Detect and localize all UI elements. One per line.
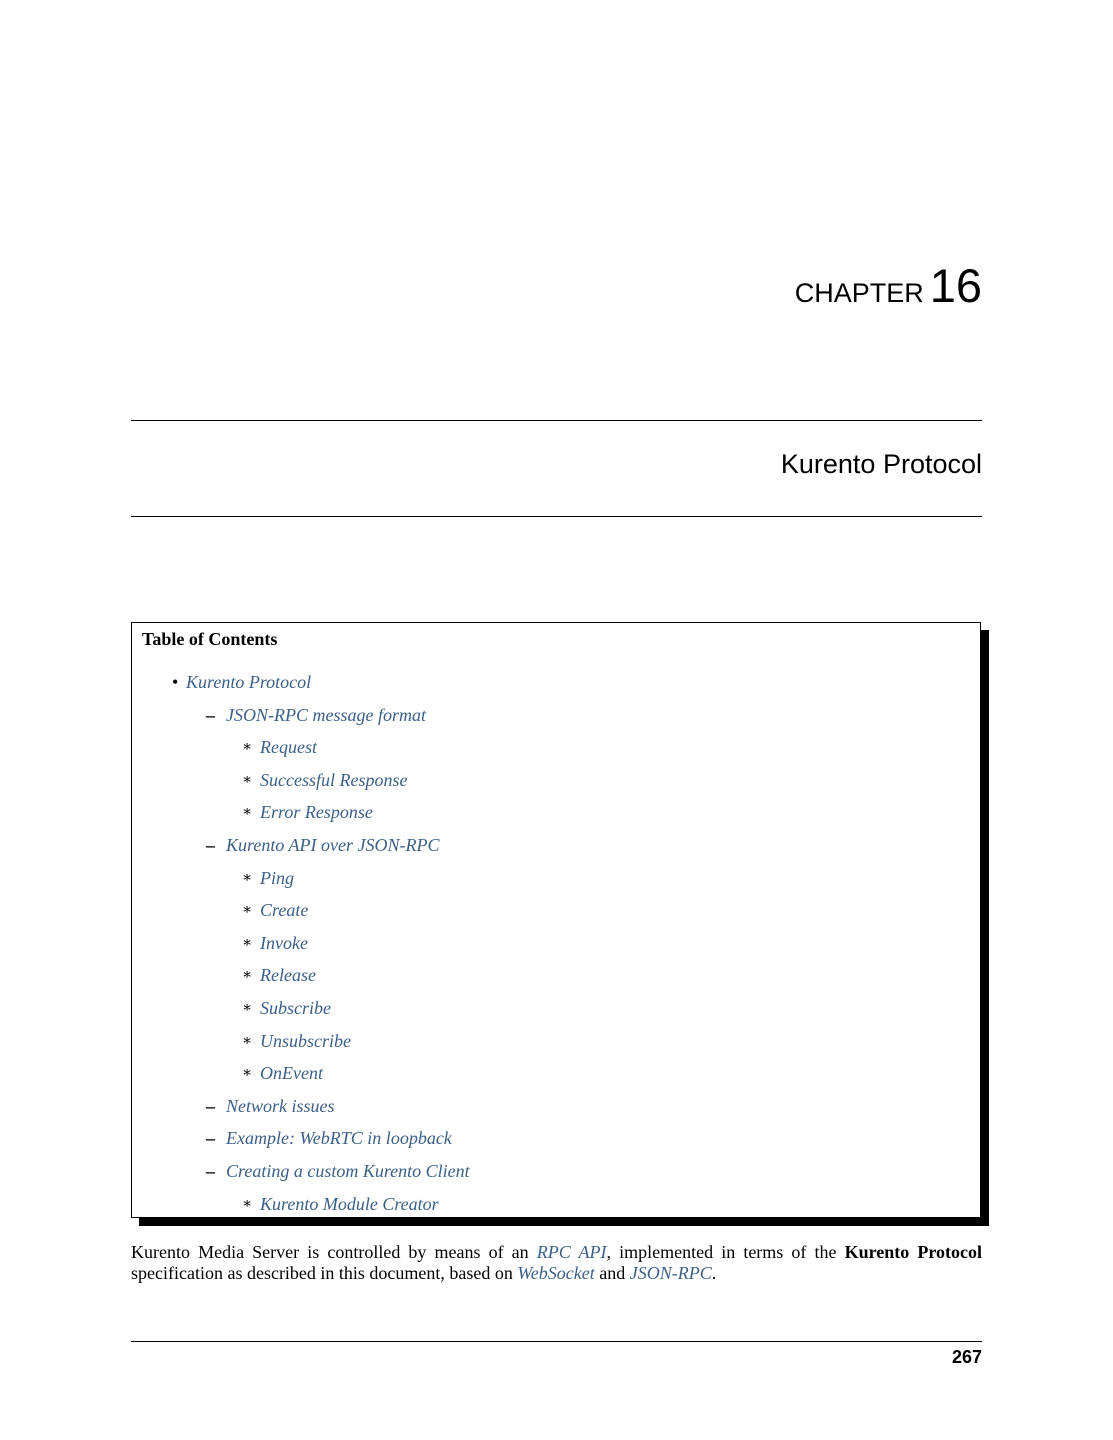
toc-bullet-icon: ∗ bbox=[242, 967, 253, 983]
toc-bullet-icon: ∗ bbox=[242, 1065, 253, 1081]
chapter-heading bbox=[794, 259, 982, 312]
toc-bullet-icon: – bbox=[206, 1161, 215, 1181]
toc-bullet-icon: – bbox=[206, 1128, 215, 1148]
toc-link[interactable]: JSON-RPC message format bbox=[226, 705, 426, 725]
toc-bullet-icon: ∗ bbox=[242, 804, 253, 820]
toc-bullet-icon: ∗ bbox=[242, 1196, 253, 1212]
toc-link[interactable]: Release bbox=[260, 965, 316, 985]
toc-item bbox=[242, 735, 317, 759]
toc-link[interactable]: Unsubscribe bbox=[260, 1031, 351, 1051]
websocket-link[interactable]: WebSocket bbox=[517, 1263, 595, 1283]
toc-link[interactable]: Example: WebRTC in loopback bbox=[226, 1128, 452, 1148]
toc-link[interactable]: Subscribe bbox=[260, 998, 331, 1018]
page-number: 267 bbox=[951, 1347, 982, 1367]
intro-text-1: Kurento Media Server is controlled by means of an bbox=[131, 1242, 537, 1262]
toc-bullet-icon: – bbox=[206, 1096, 215, 1116]
toc-link[interactable]: Invoke bbox=[260, 933, 308, 953]
toc-bullet-icon: ∗ bbox=[242, 739, 253, 755]
intro-bold-protocol: Kurento Protocol bbox=[844, 1242, 983, 1262]
toc-item bbox=[206, 1126, 452, 1150]
intro-text-5: . bbox=[711, 1263, 717, 1283]
intro-text-4: and bbox=[594, 1263, 630, 1283]
toc-heading: Table of Contents bbox=[142, 629, 278, 649]
toc-bullet-icon: ∗ bbox=[242, 1000, 253, 1016]
title-top-rule bbox=[131, 420, 982, 421]
intro-text-3: specification as described in this document, based on bbox=[131, 1263, 518, 1283]
chapter-number: 16 bbox=[929, 259, 982, 312]
toc-item bbox=[242, 1061, 323, 1085]
toc-item bbox=[172, 670, 312, 694]
toc-item bbox=[242, 800, 373, 824]
toc-item bbox=[242, 996, 331, 1020]
toc-item bbox=[242, 898, 309, 922]
toc-item bbox=[242, 768, 408, 792]
intro-text-2: , implemented in terms of the bbox=[606, 1242, 845, 1262]
toc-item bbox=[242, 1192, 439, 1216]
toc-link[interactable]: Successful Response bbox=[260, 770, 408, 790]
toc-link[interactable]: Request bbox=[260, 737, 317, 757]
json-rpc-link[interactable]: JSON-RPC bbox=[629, 1263, 712, 1283]
toc-bullet-icon: ∗ bbox=[242, 935, 253, 951]
toc-link[interactable]: Network issues bbox=[226, 1096, 335, 1116]
rpc-api-link[interactable]: RPC API bbox=[536, 1242, 607, 1262]
toc-bullet-icon: ∗ bbox=[242, 902, 253, 918]
toc-bullet-icon: ∗ bbox=[242, 870, 253, 886]
footer-rule bbox=[131, 1341, 982, 1342]
title-bottom-rule bbox=[131, 516, 982, 517]
toc-item bbox=[242, 1029, 351, 1053]
toc-link[interactable]: Kurento Module Creator bbox=[260, 1194, 439, 1214]
toc-item bbox=[206, 1094, 335, 1118]
toc-item bbox=[206, 1159, 470, 1183]
toc-link[interactable]: Creating a custom Kurento Client bbox=[226, 1161, 470, 1181]
page-title: Kurento Protocol bbox=[780, 449, 982, 479]
toc-link[interactable]: OnEvent bbox=[260, 1063, 323, 1083]
toc-item bbox=[242, 931, 308, 955]
toc-link[interactable]: Kurento API over JSON-RPC bbox=[226, 835, 440, 855]
toc-bullet-icon: – bbox=[206, 705, 215, 725]
toc-link[interactable]: Error Response bbox=[260, 802, 373, 822]
toc-bullet-icon: ∗ bbox=[242, 772, 253, 788]
toc-link[interactable]: Ping bbox=[260, 868, 294, 888]
toc-item bbox=[206, 833, 440, 857]
toc-item bbox=[242, 963, 316, 987]
table-of-contents bbox=[131, 622, 981, 1218]
intro-paragraph bbox=[131, 1242, 982, 1284]
toc-bullet-icon: – bbox=[206, 835, 215, 855]
toc-link[interactable]: Kurento Protocol bbox=[186, 672, 312, 692]
toc-bullet-icon: ∗ bbox=[242, 1033, 253, 1049]
toc-item bbox=[242, 866, 294, 890]
toc-item bbox=[206, 703, 426, 727]
toc-link[interactable]: Create bbox=[260, 900, 309, 920]
toc-bullet-icon: • bbox=[172, 672, 179, 692]
chapter-label: CHAPTER bbox=[794, 278, 924, 308]
